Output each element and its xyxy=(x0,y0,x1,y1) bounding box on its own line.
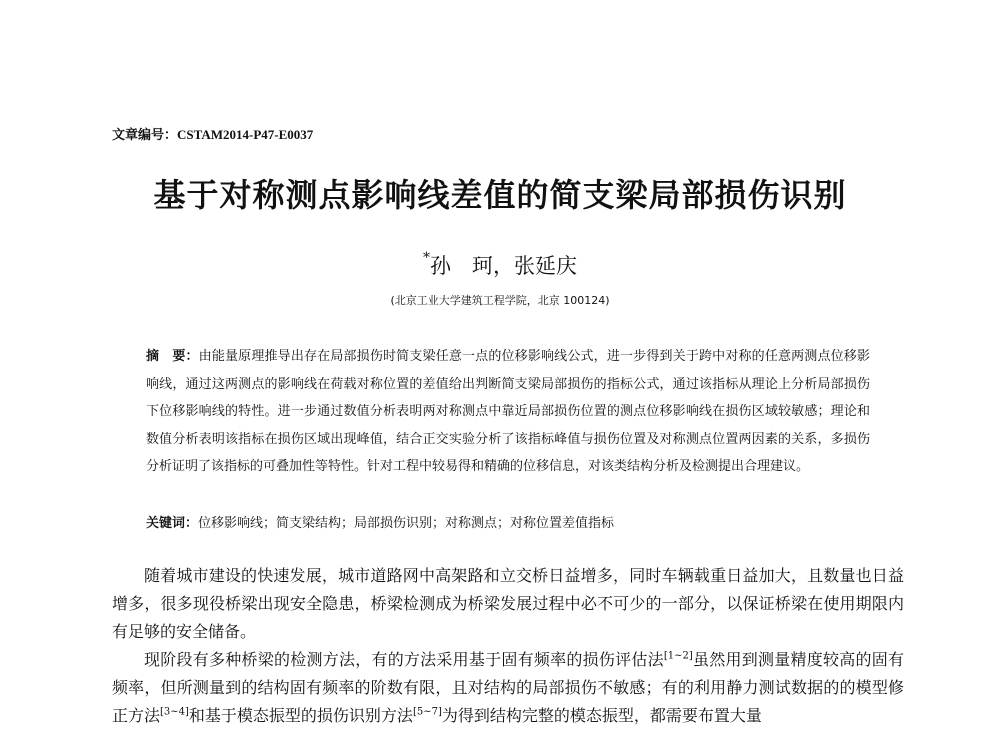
citation: [5~7] xyxy=(412,706,442,718)
body-text-span: 虽然用到测量精度较高的固有频率，但所测量到的结构固有频率的阶数有限，且对结构的局部损伤不敏感；有的利用静力测试数据的的模型修正方法 xyxy=(112,650,904,725)
affiliation: (北京工业大学建筑工程学院，北京 100124) xyxy=(390,294,610,307)
abstract-label: 摘 要： xyxy=(146,349,199,364)
paper-title: 基于对称测点影响线差值的简支梁局部损伤识别 xyxy=(153,176,847,214)
article-number-label: 文章编号： xyxy=(112,128,178,143)
abstract-text: 由能量原理推导出存在局部损伤时简支梁任意一点的位移影响线公式，进一步得到关于跨中对称的任意两测点位移影响线，通过这两测点的影响线在荷载对称位置的差值给出判断简支梁局部损伤的指标公式，通过该指标从理论上分析局部损伤下位移影响线的特性。进一步通过数值分析表明两对称测点中靠近局部损伤位置的测点位移影响线在损伤区域较敏感；理论和数值分析表明该指标在损伤区域出现峰值，结合正交实验分析了该指标峰值与损伤位置及对称测点位置两因素的关系，多损伤分析证明了该指标的可叠加性等特性。针对工程中较易得和精确的位移信息，对该类结构分析及检测提出合理建议。 xyxy=(146,349,870,474)
citation: [1~2] xyxy=(663,650,693,662)
author-line xyxy=(0,250,1000,280)
body-text-span: 和基于模态振型的损伤识别方法 xyxy=(188,706,413,725)
article-number-value: CSTAM2014-P47-E0037 xyxy=(177,127,314,142)
body-paragraph: 随着城市建设的快速发展，城市道路网中高架路和立交桥日益增多，同时车辆载重日益加大，且数量也日益增多，很多现役桥梁出现安全隐患，桥梁检测成为桥梁发展过程中必不可少的一部分，以保证桥梁在使用期限内有足够的安全储备。 xyxy=(112,566,904,641)
body-text xyxy=(112,562,904,730)
author-names: 孙 珂，张延庆 xyxy=(430,254,577,278)
body-paragraph xyxy=(112,646,904,730)
article-number xyxy=(112,124,313,143)
citation: [3~4] xyxy=(160,706,189,718)
corresponding-author-mark: * xyxy=(423,250,430,266)
keywords-label: 关键词： xyxy=(146,516,199,531)
keywords xyxy=(146,512,870,531)
body-text-span: 现阶段有多种桥梁的检测方法，有的方法采用基于固有频率的损伤评估法 xyxy=(144,650,664,669)
body-text-span: 为得到结构完整的模态振型，都需要布置大量 xyxy=(441,706,762,725)
keywords-text: 位移影响线；简支梁结构；局部损伤识别；对称测点；对称位置差值指标 xyxy=(198,516,615,531)
abstract xyxy=(146,343,870,481)
